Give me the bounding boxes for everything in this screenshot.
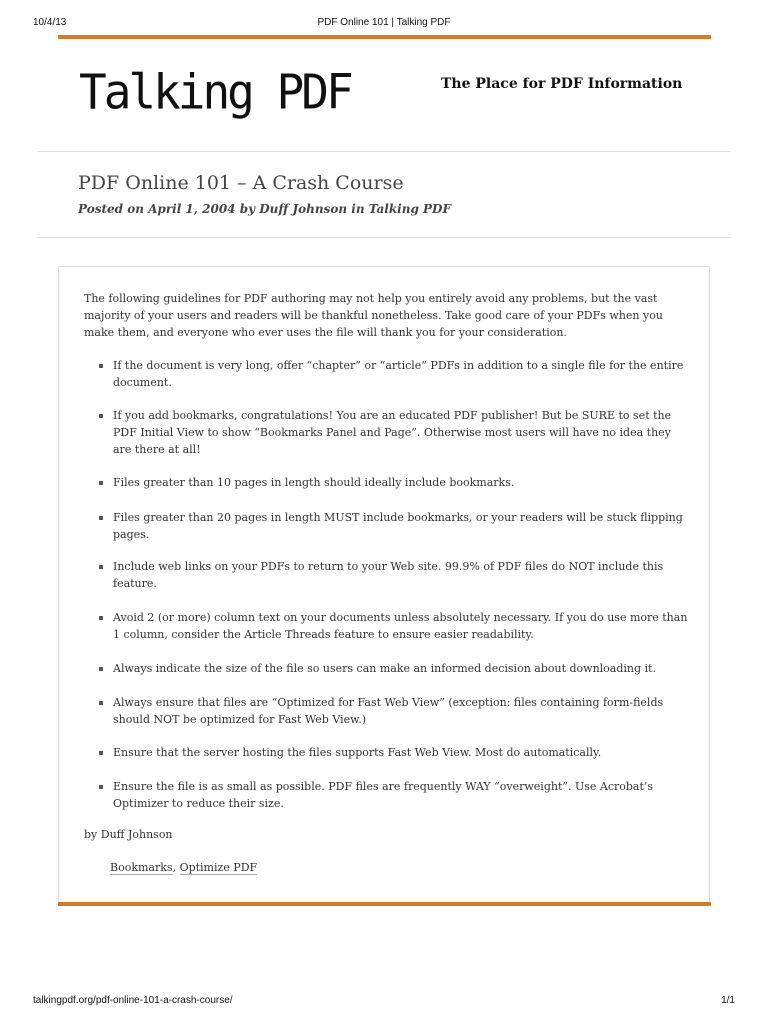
list-item: Files greater than 10 pages in length should ideally include bookmarks.	[99, 474, 689, 491]
print-page-number: 1/1	[721, 995, 735, 1006]
list-item: Avoid 2 (or more) column text on your documents unless absolutely necessary. If you do use more than 1 column, consider the Article Threads feature to ensure easier readability.	[99, 609, 689, 643]
list-item: Always ensure that files are “Optimized for Fast Web View” (exception: files containing form-fields should NOT be optimized for Fast Web View.)	[99, 694, 689, 728]
tag-separator: ,	[172, 861, 180, 874]
tag-link-optimize-pdf[interactable]: Optimize PDF	[179, 861, 258, 874]
list-item: Ensure that the server hosting the files supports Fast Web View. Most do automatically.	[99, 744, 689, 761]
top-accent-bar	[58, 35, 711, 39]
list-item: Include web links on your PDFs to return to your Web site. 99.9% of PDF files do NOT include this feature.	[99, 558, 689, 592]
list-item: If you add bookmarks, congratulations! You are an educated PDF publisher! But be SURE to set the PDF Initial View to show “Bookmarks Panel and Page”. Otherwise most users will have no idea they are there at all!	[99, 407, 689, 458]
bullet-icon	[99, 616, 103, 620]
bullet-icon	[99, 565, 103, 569]
bullet-icon	[99, 667, 103, 671]
bullet-icon	[99, 414, 103, 418]
bullet-icon	[99, 516, 103, 520]
site-logo[interactable]: Talking PDF	[79, 63, 351, 120]
print-header	[0, 17, 768, 31]
print-date: 10/4/13	[33, 17, 67, 28]
print-url: talkingpdf.org/pdf-online-101-a-crash-course/	[33, 995, 233, 1006]
bullet-icon	[99, 751, 103, 755]
tag-link-bookmarks[interactable]: Bookmarks	[110, 861, 173, 874]
title-divider	[37, 237, 731, 238]
post-byline: by Duff Johnson	[84, 828, 173, 841]
bullet-icon	[99, 364, 103, 368]
bottom-accent-bar	[58, 902, 711, 906]
bullet-icon	[99, 701, 103, 705]
bullet-icon	[99, 785, 103, 789]
post-meta: Posted on April 1, 2004 by Duff Johnson in Talking PDF	[78, 202, 451, 216]
print-page-title: PDF Online 101 | Talking PDF	[317, 17, 451, 28]
list-item: If the document is very long, offer “chapter” or “article” PDFs in addition to a single file for the entire document.	[99, 357, 689, 391]
list-item: Always indicate the size of the file so users can make an informed decision about downloading it.	[99, 660, 689, 677]
bullet-icon	[99, 481, 103, 485]
site-tagline: The Place for PDF Information	[441, 76, 683, 92]
list-item: Ensure the file is as small as possible. PDF files are frequently WAY “overweight”. Use Acrobat’s Optimizer to reduce their size.	[99, 778, 689, 812]
list-item: Files greater than 20 pages in length MUST include bookmarks, or your readers will be stuck flipping pages.	[99, 509, 689, 543]
post-tags	[110, 861, 257, 874]
post-intro: The following guidelines for PDF authoring may not help you entirely avoid any problems, but the vast majority of your users and readers will be thankful nonetheless. Take good care of your PDFs when you make them, and everyone who ever uses the file will thank you for your consideration.	[84, 292, 663, 339]
post-title[interactable]: PDF Online 101 – A Crash Course	[78, 172, 404, 194]
print-footer	[0, 995, 768, 1009]
header-divider	[37, 151, 731, 152]
